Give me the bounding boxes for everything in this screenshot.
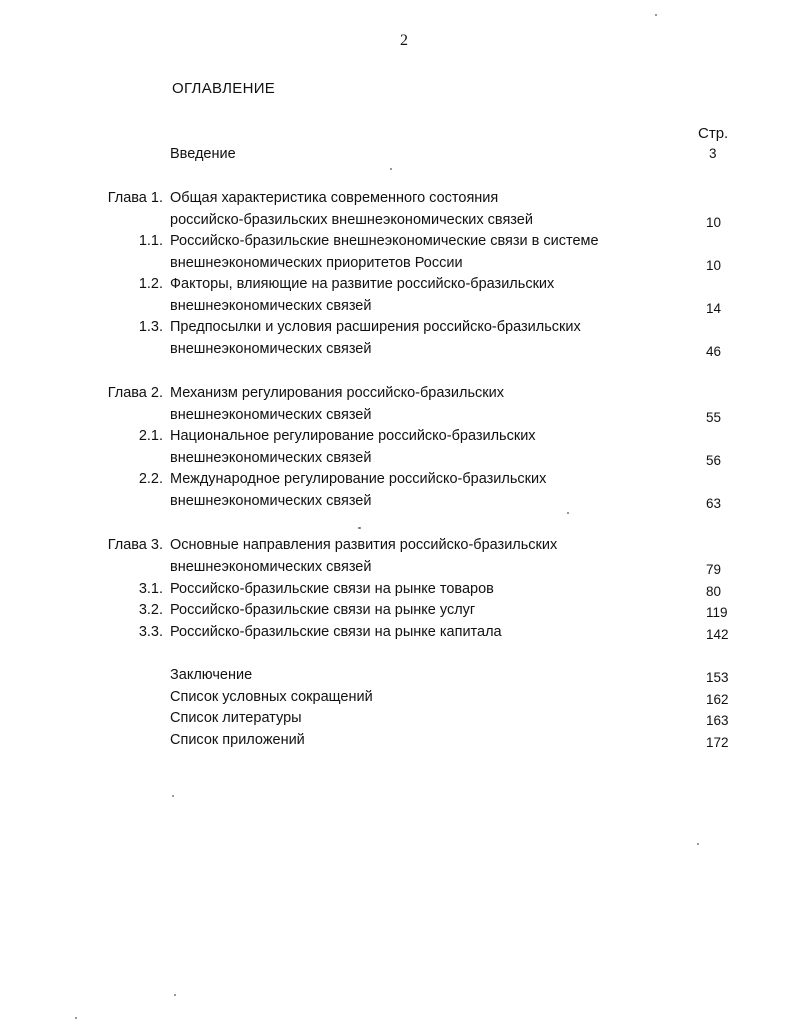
toc-entry-number: Глава 3. [107, 537, 163, 553]
toc-entry-page: 172 [706, 735, 729, 750]
toc-entry-title: внешнеэкономических связей [170, 492, 372, 509]
toc-entry-page: 80 [706, 584, 722, 599]
scan-speck [174, 994, 176, 996]
toc-entry-number: 1.1. [138, 233, 163, 249]
toc-entry-title: Общая характеристика современного состояния [170, 190, 499, 206]
toc-entry-title: Международное регулирование российско-бразильских [170, 471, 547, 487]
toc-entry-title: Факторы, влияющие на развитие российско-бразильских [170, 276, 555, 292]
toc-entry-number: 2.2. [138, 471, 163, 487]
toc-entry-page: 119 [706, 605, 728, 620]
toc-entry-title: внешнеэкономических связей [170, 297, 372, 314]
scan-speck [75, 1017, 77, 1019]
toc-entry-title: российско-бразильских внешнеэкономических связей [170, 211, 533, 228]
toc-entry-number: 1.3. [138, 319, 163, 335]
toc-entry-title: Список условных сокращений [170, 689, 373, 705]
toc-entry-title: Список литературы [170, 710, 302, 726]
toc-entry-title: Заключение [170, 667, 253, 683]
toc-entry-page: 162 [706, 692, 729, 707]
toc-entry-title: Предпосылки и условия расширения российско-бразильских [170, 319, 581, 335]
toc-entry-title: Основные направления развития российско-бразильских [170, 537, 558, 553]
toc-entry-page: 10 [706, 257, 722, 273]
toc-entry-title: внешнеэкономических приоритетов России [170, 254, 463, 271]
toc-entry-title: Российско-бразильские внешнеэкономические связи в системе [170, 233, 599, 249]
toc-entry-number: 3.1. [138, 581, 163, 597]
page-column-header: Стр. [698, 125, 729, 142]
toc-entry-number: Глава 2. [107, 385, 163, 401]
toc-entry-title: внешнеэкономических связей [170, 558, 372, 575]
toc-entry-title: Российско-бразильские связи на рынке капитала [170, 624, 502, 640]
toc-entry-number: 1.2. [138, 276, 163, 292]
scan-speck [567, 512, 569, 514]
toc-entry-number: 3.2. [138, 602, 163, 618]
toc-entry-title: внешнеэкономических связей [170, 340, 372, 357]
toc-entry-number: 3.3. [138, 624, 163, 640]
toc-entry-page: 153 [706, 670, 729, 685]
toc-entry-page: 55 [706, 409, 722, 425]
toc-entry-number: Глава 1. [107, 190, 163, 206]
toc-entry-title: Механизм регулирования российско-бразильских [170, 385, 504, 401]
toc-entry-page: 3 [709, 146, 717, 161]
toc-entry-page: 163 [706, 713, 729, 728]
toc-title: ОГЛАВЛЕНИЕ [172, 80, 276, 97]
scan-speck [390, 168, 392, 170]
scan-speck [697, 843, 699, 845]
scan-speck [172, 795, 174, 797]
toc-entry-number: 2.1. [138, 428, 163, 444]
toc-entry-page: 14 [706, 300, 722, 316]
scan-speck [358, 527, 361, 529]
toc-entry-page: 63 [706, 495, 722, 511]
toc-entry-page: 10 [706, 214, 722, 230]
toc-entry-page: 46 [706, 343, 722, 359]
toc-entry-title: Национальное регулирование российско-бразильских [170, 428, 536, 444]
toc-entry-title: Российско-бразильские связи на рынке услуг [170, 602, 476, 618]
toc-entry-page: 142 [706, 627, 729, 642]
toc-entry-title: Список приложений [170, 732, 305, 748]
toc-entry-page: 56 [706, 452, 722, 468]
toc-entry-title: Российско-бразильские связи на рынке товаров [170, 581, 494, 597]
toc-entry-title: внешнеэкономических связей [170, 406, 372, 423]
scan-speck [655, 14, 657, 16]
toc-entry-title: внешнеэкономических связей [170, 449, 372, 466]
page-number: 2 [400, 32, 408, 49]
toc-entry-page: 79 [706, 561, 722, 577]
toc-entry-title: Введение [170, 146, 236, 162]
